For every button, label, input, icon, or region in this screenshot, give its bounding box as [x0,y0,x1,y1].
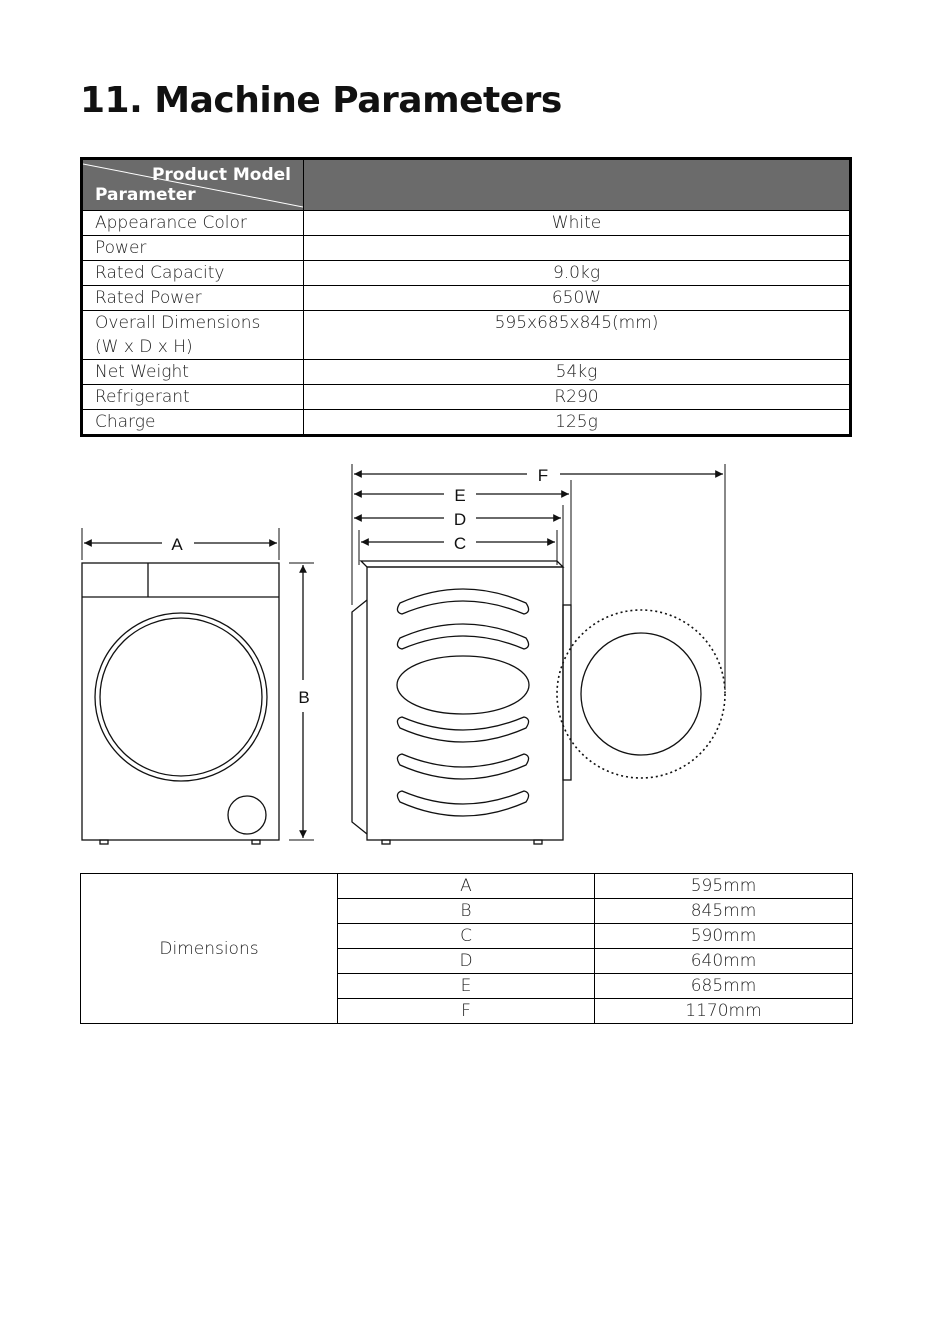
label-d: D [453,510,467,529]
table-row [82,360,851,385]
dimension-value: 845mm [595,899,853,924]
parameters-header-row [82,159,851,211]
dimension-value: 640mm [595,949,853,974]
row-value: 54kg [304,360,851,385]
row-label: Rated Power [82,286,304,311]
row-label: Power [82,236,304,261]
table-row [82,211,851,236]
table-row [82,261,851,286]
row-label: Appearance Color [82,211,304,236]
label-a: A [171,535,183,554]
door-edge [563,605,571,780]
dimension-key: D [338,949,595,974]
table-row [82,286,851,311]
dimension-key: F [338,999,595,1024]
dimension-value: 595mm [595,874,853,899]
front-view [82,563,279,844]
row-label: Refrigerant [82,385,304,410]
header-product-model: Product Model [151,165,291,185]
row-value: 9.0kg [304,261,851,286]
row-label: Net Weight [82,360,304,385]
row-value: White [304,211,851,236]
row-value: 125g [304,410,851,436]
parameters-table [80,157,852,437]
side-rib [397,589,528,614]
header-diagonal-cell [82,159,304,211]
dimension-value: 590mm [595,924,853,949]
table-row [82,311,851,360]
foot [534,840,542,844]
foot [382,840,390,844]
side-rib [397,754,528,779]
dimension-key: B [338,899,595,924]
door-inner-ring [100,618,262,776]
door-glass-circle [581,633,701,755]
side-rib [397,791,528,816]
open-door-swing-circle [557,610,725,778]
row-label-line2: (W x D x H) [95,337,193,357]
table-row [82,236,851,261]
row-value: 595x685x845(mm) [304,311,851,360]
dimension-key: E [338,974,595,999]
row-value [304,236,851,261]
table-row [82,410,851,436]
dimension-value: 685mm [595,974,853,999]
top-lid [361,561,563,567]
row-label: Charge [82,410,304,436]
side-rib [397,624,528,649]
side-rib [397,717,528,742]
filter-cover-circle [228,796,266,834]
row-label [82,311,304,360]
foot [252,840,260,844]
label-e: E [454,486,466,505]
row-label: Rated Capacity [82,261,304,286]
back-edge [352,600,367,834]
side-panel-oval [397,656,529,714]
row-value: R290 [304,385,851,410]
header-parameter: Parameter [95,185,196,205]
door-outer-ring [95,613,267,781]
dimension-key: A [338,874,595,899]
front-body [82,563,279,840]
table-row [81,874,853,899]
dimensions-label: Dimensions [81,874,338,1024]
row-label-line1: Overall Dimensions [95,313,261,333]
label-b: B [298,688,310,707]
dimension-value: 1170mm [595,999,853,1024]
foot [100,840,108,844]
label-f: F [537,466,549,485]
dimension-drawing [60,455,740,850]
dimensions-table [80,873,853,1024]
table-row [82,385,851,410]
label-c: C [453,534,467,553]
page-title: 11. Machine Parameters [80,80,562,121]
header-model-value [304,159,851,211]
side-body [367,567,563,840]
dimension-key: C [338,924,595,949]
row-value: 650W [304,286,851,311]
side-view [352,561,571,844]
